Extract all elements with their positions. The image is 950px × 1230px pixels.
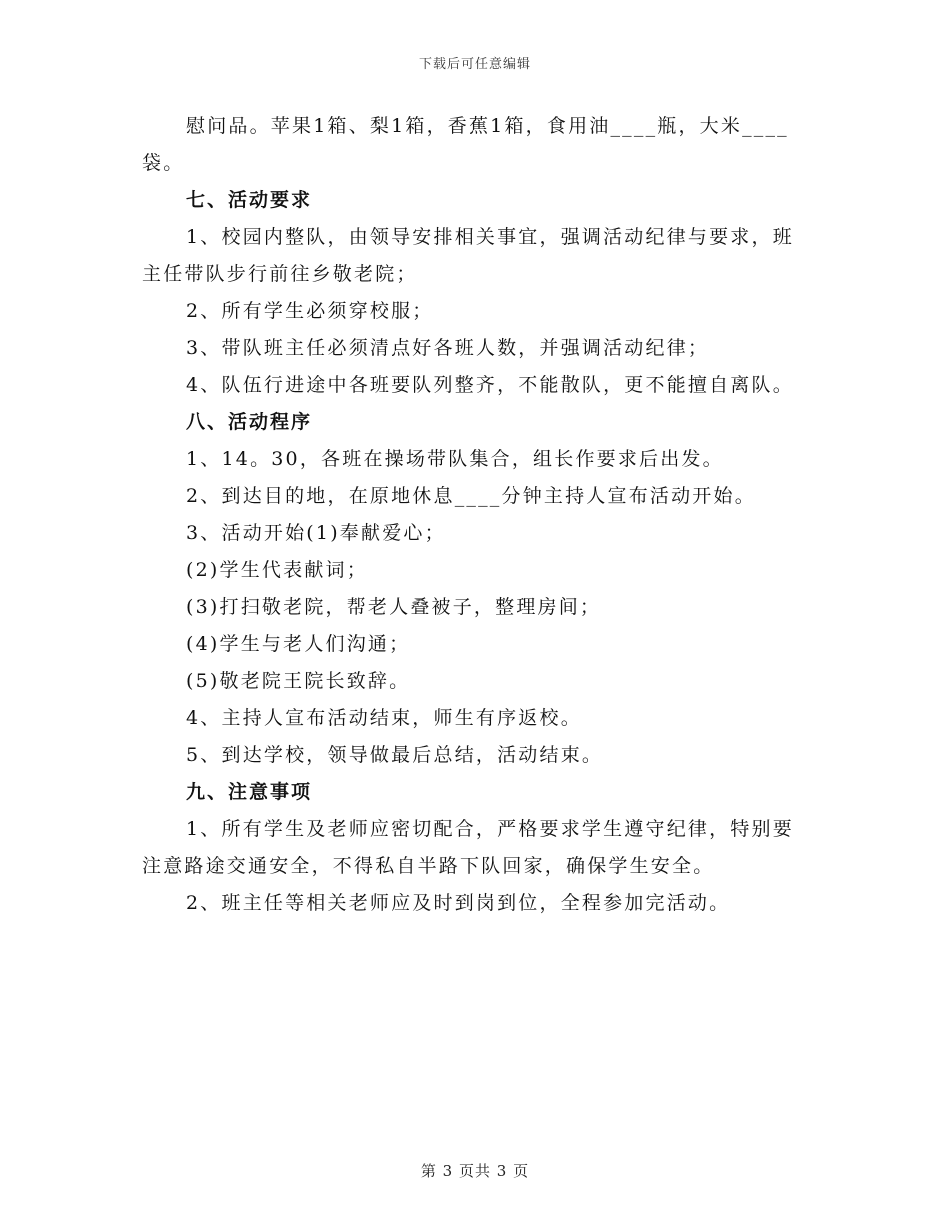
section-heading-requirements: 七、活动要求 [186,189,313,211]
procedure-item: 4、主持人宣布活动结束，师生有序返校。 [186,707,582,729]
procedure-item: 2、到达目的地，在原地休息____分钟主持人宣布活动开始。 [186,485,756,507]
document-body [142,108,814,922]
section-heading-procedure: 八、活动程序 [186,411,313,433]
procedure-item: 3、活动开始(1)奉献爱心； [186,522,446,544]
requirement-item: 3、带队班主任必须清点好各班人数，并强调活动纪律； [186,337,710,359]
notes-item: 2、班主任等相关老师应及时到岗到位，全程参加完活动。 [186,892,731,914]
section-heading-notes: 九、注意事项 [186,781,313,803]
page-footer: 第 3 页共 3 页 [420,1162,530,1180]
notes-item: 1、所有学生及老师应密切配合，严格要求学生遵守纪律，特别要注意路途交通安全，不得私自半路下队回家，确保学生安全。 [142,818,794,877]
gifts-paragraph: 慰问品。苹果1箱、梨1箱，香蕉1箱，食用油____瓶，大米____袋。 [142,115,789,174]
procedure-sub-item: (4)学生与老人们沟通； [186,633,411,655]
page-header: 下载后可任意编辑 [418,57,531,72]
procedure-sub-item: (2)学生代表献词； [186,559,368,581]
procedure-sub-item: (3)打扫敬老院，帮老人叠被子，整理房间； [186,596,602,618]
requirement-item: 1、校园内整队，由领导安排相关事宜，强调活动纪律与要求，班主任带队步行前往乡敬老院； [142,226,794,285]
procedure-sub-item: (5)敬老院王院长致辞。 [186,670,411,692]
requirement-item: 4、队伍行进途中各班要队列整齐，不能散队，更不能擅自离队。 [186,374,794,396]
procedure-item: 1、14。30，各班在操场带队集合，组长作要求后出发。 [186,448,724,470]
procedure-item: 5、到达学校，领导做最后总结，活动结束。 [186,744,604,766]
requirement-item: 2、所有学生必须穿校服； [186,300,434,322]
